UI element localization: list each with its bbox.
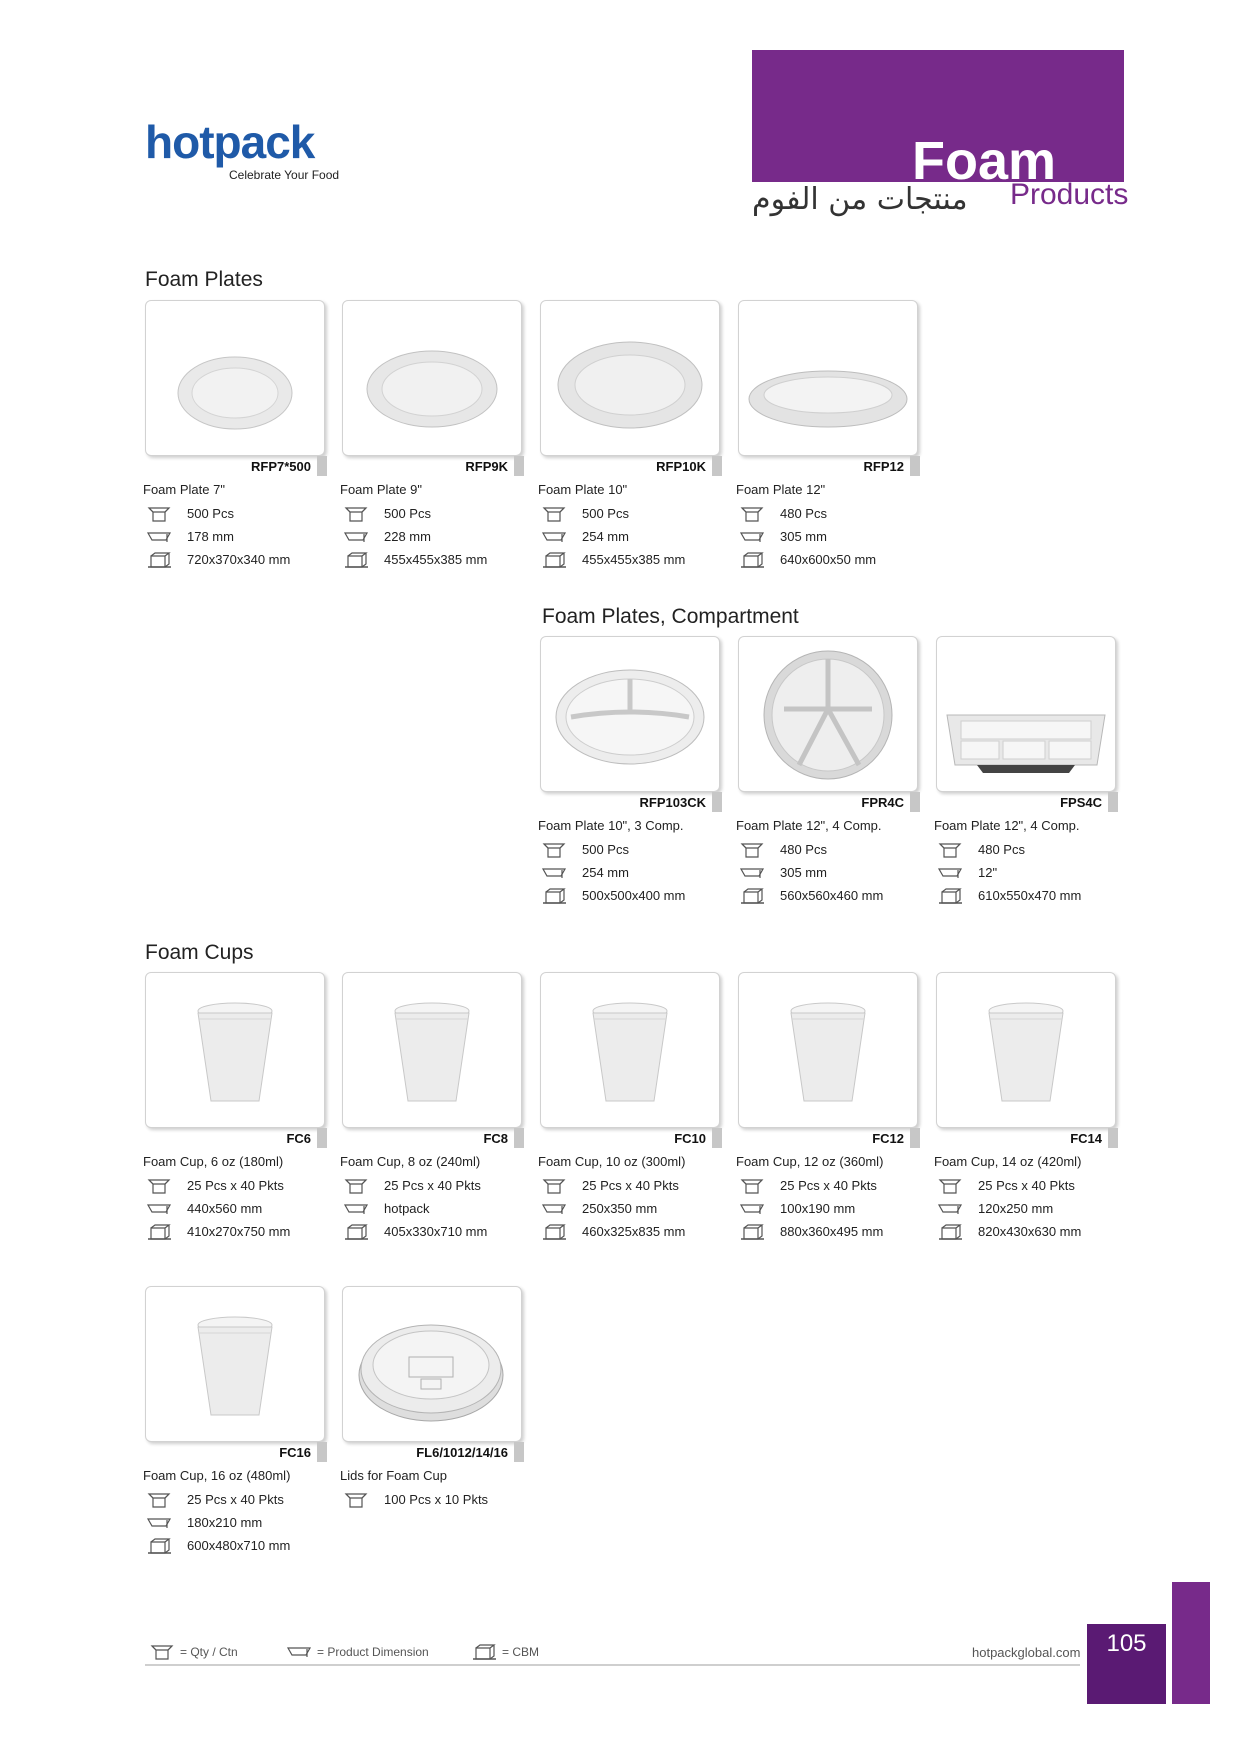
carton-icon <box>342 1177 370 1195</box>
logo-wordmark: hotpack <box>145 116 315 168</box>
qty-value: 25 Pcs x 40 Pkts <box>582 1178 679 1193</box>
product-image <box>540 300 720 456</box>
product-code-bar <box>145 1128 327 1148</box>
spec-qty <box>540 838 740 861</box>
spec-qty <box>145 1174 345 1197</box>
side-accent-bar <box>1172 1582 1210 1704</box>
code-tab <box>1108 1128 1118 1148</box>
qty-value: 500 Pcs <box>582 506 629 521</box>
product-card <box>738 972 938 1243</box>
spec-dimension <box>540 525 740 548</box>
dimension-icon <box>738 528 766 546</box>
qty-value: 25 Pcs x 40 Pkts <box>187 1492 284 1507</box>
cbm-icon <box>738 1223 766 1241</box>
dimension-value: 178 mm <box>187 529 234 544</box>
dimension-icon <box>342 528 370 546</box>
brand-logo <box>145 116 340 182</box>
cbm-icon <box>342 1223 370 1241</box>
carton-icon <box>540 841 568 859</box>
product-image <box>540 972 720 1128</box>
spec-dimension <box>738 861 938 884</box>
code-tab <box>910 792 920 812</box>
dimension-value: hotpack <box>384 1201 430 1216</box>
qty-value: 25 Pcs x 40 Pkts <box>187 1178 284 1193</box>
header-arabic-title: منتجات من الفوم <box>752 182 968 217</box>
spec-cbm <box>540 1220 740 1243</box>
cbm-value: 455x455x385 mm <box>582 552 686 567</box>
spec-cbm <box>936 1220 1136 1243</box>
product-image <box>738 972 918 1128</box>
product-image <box>342 300 522 456</box>
product-name: Foam Cup, 6 oz (180ml) <box>143 1154 284 1169</box>
qty-value: 500 Pcs <box>582 842 629 857</box>
qty-value: 480 Pcs <box>780 842 827 857</box>
dimension-value: 440x560 mm <box>187 1201 263 1216</box>
code-tab <box>910 1128 920 1148</box>
product-card <box>342 300 542 571</box>
product-image <box>540 636 720 792</box>
product-image <box>738 300 918 456</box>
spec-cbm <box>738 884 938 907</box>
product-code: FC16 <box>279 1445 311 1460</box>
product-image <box>342 1286 522 1442</box>
code-tab <box>317 456 327 476</box>
cbm-icon <box>738 551 766 569</box>
code-tab <box>712 1128 722 1148</box>
qty-value: 500 Pcs <box>384 506 431 521</box>
cbm-value: 820x430x630 mm <box>978 1224 1082 1239</box>
product-code-bar <box>145 456 327 476</box>
spec-qty <box>342 1174 542 1197</box>
dimension-value: 228 mm <box>384 529 431 544</box>
product-code: FC8 <box>483 1131 508 1146</box>
carton-icon <box>738 505 766 523</box>
product-name: Foam Plate 12", 4 Comp. <box>934 818 1080 833</box>
product-image <box>738 636 918 792</box>
cbm-value: 460x325x835 mm <box>582 1224 686 1239</box>
dimension-value: 254 mm <box>582 865 629 880</box>
dimension-value: 305 mm <box>780 529 827 544</box>
qty-value: 25 Pcs x 40 Pkts <box>384 1178 481 1193</box>
product-card <box>145 300 345 571</box>
product-card <box>738 300 938 571</box>
spec-dimension <box>738 525 938 548</box>
spec-qty <box>342 502 542 525</box>
spec-qty <box>738 502 938 525</box>
qty-value: 500 Pcs <box>187 506 234 521</box>
dimension-icon <box>285 1643 313 1661</box>
spec-qty <box>738 1174 938 1197</box>
spec-dimension <box>342 525 542 548</box>
product-code-bar <box>936 1128 1118 1148</box>
cbm-value: 455x455x385 mm <box>384 552 488 567</box>
page-number-box <box>1087 1624 1166 1704</box>
spec-dimension <box>540 1197 740 1220</box>
cbm-icon <box>738 887 766 905</box>
product-code: RFP12 <box>863 459 904 474</box>
carton-icon <box>145 1491 173 1509</box>
product-card <box>342 1286 542 1511</box>
product-code: RFP7*500 <box>251 459 311 474</box>
spec-qty <box>540 502 740 525</box>
dimension-value: 180x210 mm <box>187 1515 263 1530</box>
spec-cbm <box>936 884 1136 907</box>
carton-icon <box>342 1491 370 1509</box>
product-image <box>145 1286 325 1442</box>
product-image <box>936 636 1116 792</box>
code-tab <box>910 456 920 476</box>
carton-icon <box>342 505 370 523</box>
spec-cbm <box>145 1220 345 1243</box>
product-name: Foam Plate 9" <box>340 482 422 497</box>
spec-dimension <box>540 861 740 884</box>
product-name: Foam Cup, 14 oz (420ml) <box>934 1154 1082 1169</box>
product-code-bar <box>145 1442 327 1462</box>
product-code-bar <box>540 456 722 476</box>
cbm-icon <box>936 887 964 905</box>
dimension-value: 100x190 mm <box>780 1201 856 1216</box>
cbm-icon <box>540 887 568 905</box>
cbm-value: 560x560x460 mm <box>780 888 884 903</box>
spec-dimension <box>738 1197 938 1220</box>
spec-dimension <box>145 1197 345 1220</box>
cbm-value: 600x480x710 mm <box>187 1538 291 1553</box>
product-card <box>145 1286 345 1557</box>
product-image <box>145 972 325 1128</box>
carton-icon <box>145 505 173 523</box>
legend-dimension: = Product Dimension <box>285 1643 429 1661</box>
dimension-icon <box>540 528 568 546</box>
product-code: RFP9K <box>465 459 508 474</box>
legend-qty: = Qty / Ctn <box>148 1643 238 1661</box>
dimension-value: 12" <box>978 865 998 880</box>
product-card <box>936 636 1136 907</box>
cbm-icon <box>145 1537 173 1555</box>
product-name: Foam Cup, 16 oz (480ml) <box>143 1468 291 1483</box>
spec-cbm <box>342 548 542 571</box>
dimension-value: 305 mm <box>780 865 827 880</box>
dimension-icon <box>540 864 568 882</box>
product-name: Foam Plate 10" <box>538 482 628 497</box>
product-code: FC12 <box>872 1131 904 1146</box>
product-name: Foam Plate 12", 4 Comp. <box>736 818 882 833</box>
dimension-value: 120x250 mm <box>978 1201 1054 1216</box>
cbm-icon <box>145 551 173 569</box>
product-card <box>540 300 740 571</box>
spec-qty <box>936 1174 1136 1197</box>
product-card <box>738 636 938 907</box>
dimension-value: 254 mm <box>582 529 629 544</box>
section-title-foam-plates: Foam Plates <box>145 268 263 291</box>
product-code: FPR4C <box>861 795 904 810</box>
product-code-bar <box>738 456 920 476</box>
carton-icon <box>145 1177 173 1195</box>
cbm-value: 640x600x50 mm <box>780 552 877 567</box>
spec-qty <box>342 1488 542 1511</box>
cbm-value: 880x360x495 mm <box>780 1224 884 1239</box>
dimension-icon <box>540 1200 568 1218</box>
spec-qty <box>145 1488 345 1511</box>
spec-cbm <box>540 884 740 907</box>
spec-qty <box>540 1174 740 1197</box>
spec-cbm <box>738 1220 938 1243</box>
product-code-bar <box>738 792 920 812</box>
carton-icon <box>738 841 766 859</box>
header-subtitle: Products <box>1010 178 1129 211</box>
product-code: FC14 <box>1070 1131 1102 1146</box>
cbm-value: 500x500x400 mm <box>582 888 686 903</box>
qty-value: 25 Pcs x 40 Pkts <box>780 1178 877 1193</box>
product-code: FC10 <box>674 1131 706 1146</box>
carton-icon <box>540 1177 568 1195</box>
qty-value: 100 Pcs x 10 Pkts <box>384 1492 489 1507</box>
code-tab <box>514 456 524 476</box>
dimension-icon <box>145 528 173 546</box>
spec-cbm <box>540 548 740 571</box>
qty-value: 480 Pcs <box>978 842 1025 857</box>
spec-qty <box>738 838 938 861</box>
footer-url[interactable]: hotpackglobal.com <box>972 1645 1081 1660</box>
spec-qty <box>145 502 345 525</box>
product-code-bar <box>342 1128 524 1148</box>
product-name: Foam Plate 7" <box>143 482 225 497</box>
page-number: 105 <box>1106 1630 1147 1657</box>
carton-icon <box>936 841 964 859</box>
product-code: RFP103CK <box>639 795 706 810</box>
product-name: Foam Plate 10", 3 Comp. <box>538 818 684 833</box>
cbm-icon <box>540 1223 568 1241</box>
cbm-icon <box>936 1223 964 1241</box>
dimension-value: 250x350 mm <box>582 1201 658 1216</box>
spec-qty <box>936 838 1136 861</box>
product-code: FL6/1012/14/16 <box>416 1445 508 1460</box>
product-code-bar <box>342 456 524 476</box>
spec-cbm <box>145 1534 345 1557</box>
spec-dimension <box>342 1197 542 1220</box>
product-name: Foam Cup, 8 oz (240ml) <box>340 1154 481 1169</box>
footer-divider <box>145 1664 1080 1666</box>
dimension-icon <box>738 864 766 882</box>
qty-value: 25 Pcs x 40 Pkts <box>978 1178 1075 1193</box>
code-tab <box>1108 792 1118 812</box>
cbm-value: 720x370x340 mm <box>187 552 291 567</box>
carton-icon <box>540 505 568 523</box>
spec-cbm <box>145 548 345 571</box>
product-code-bar <box>540 792 722 812</box>
header-title: Foam <box>911 131 1056 191</box>
product-code: RFP10K <box>656 459 706 474</box>
cbm-icon <box>470 1643 498 1661</box>
product-card <box>540 972 740 1243</box>
cbm-value: 610x550x470 mm <box>978 888 1082 903</box>
product-image <box>342 972 522 1128</box>
cbm-icon <box>342 551 370 569</box>
cbm-icon <box>145 1223 173 1241</box>
section-title-foam-cups: Foam Cups <box>145 941 254 964</box>
product-card <box>540 636 740 907</box>
header-banner <box>752 50 1124 191</box>
product-image <box>145 300 325 456</box>
product-image <box>936 972 1116 1128</box>
spec-dimension <box>145 1511 345 1534</box>
carton-icon <box>148 1643 176 1661</box>
cbm-value: 405x330x710 mm <box>384 1224 488 1239</box>
product-code-bar <box>936 792 1118 812</box>
product-code: FPS4C <box>1060 795 1102 810</box>
code-tab <box>514 1128 524 1148</box>
product-code-bar <box>540 1128 722 1148</box>
code-tab <box>712 792 722 812</box>
code-tab <box>514 1442 524 1462</box>
dimension-icon <box>145 1514 173 1532</box>
product-card <box>145 972 345 1243</box>
product-code-bar <box>738 1128 920 1148</box>
dimension-icon <box>145 1200 173 1218</box>
spec-dimension <box>145 525 345 548</box>
product-name: Foam Plate 12" <box>736 482 826 497</box>
product-name: Lids for Foam Cup <box>340 1468 447 1483</box>
product-name: Foam Cup, 12 oz (360ml) <box>736 1154 884 1169</box>
product-code-bar <box>342 1442 524 1462</box>
cbm-icon <box>540 551 568 569</box>
product-card <box>936 972 1136 1243</box>
carton-icon <box>936 1177 964 1195</box>
code-tab <box>317 1442 327 1462</box>
dimension-icon <box>738 1200 766 1218</box>
carton-icon <box>738 1177 766 1195</box>
spec-cbm <box>738 548 938 571</box>
section-title-compartment-plates: Foam Plates, Compartment <box>542 605 799 628</box>
logo-tagline: Celebrate Your Food <box>229 168 340 182</box>
product-name: Foam Cup, 10 oz (300ml) <box>538 1154 686 1169</box>
dimension-icon <box>936 864 964 882</box>
dimension-icon <box>342 1200 370 1218</box>
product-card <box>342 972 542 1243</box>
qty-value: 480 Pcs <box>780 506 827 521</box>
spec-dimension <box>936 1197 1136 1220</box>
spec-cbm <box>342 1220 542 1243</box>
legend-cbm: = CBM <box>470 1643 539 1661</box>
code-tab <box>712 456 722 476</box>
cbm-value: 410x270x750 mm <box>187 1224 291 1239</box>
dimension-icon <box>936 1200 964 1218</box>
spec-dimension <box>936 861 1136 884</box>
code-tab <box>317 1128 327 1148</box>
product-code: FC6 <box>286 1131 311 1146</box>
